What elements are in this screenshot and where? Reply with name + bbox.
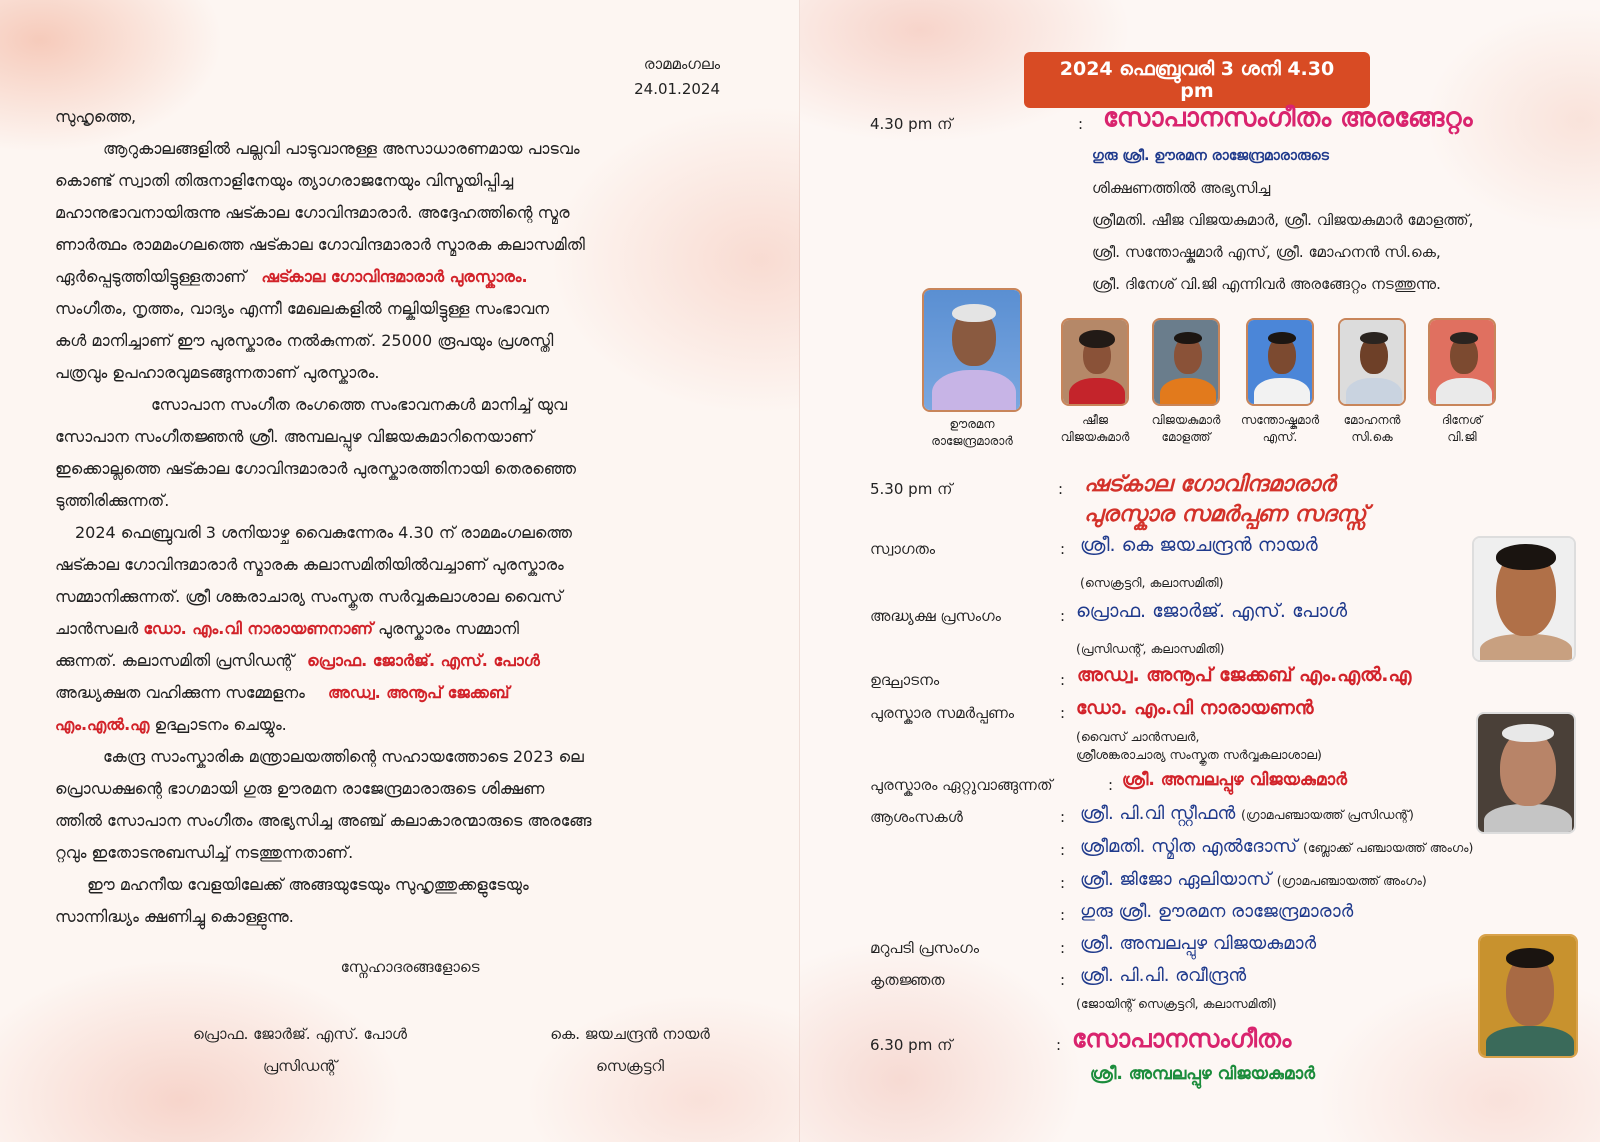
caption-line: മോഹനൻ [1343,413,1401,427]
colon: : [1058,480,1064,498]
presidential-name: പ്രൊഫ. ജോർജ്. എസ്. പോൾ [1076,600,1348,622]
caption-line: രാജേന്ദ്രമാരാർ [931,434,1013,448]
felic-sub: (ഗ്രാമപഞ്ചായത്ത് പ്രസിഡന്റ്) [1241,807,1414,822]
sign-title: പ്രസിഡന്റ് [263,1057,337,1075]
p3-line: സമ്മാനിക്കുന്നത്. ശ്രീ ശങ്കരാചാര്യ സംസ്കൃത സർവ്വകലാശാല വൈസ് [55,587,563,606]
thanks-name: ശ്രീ. പി.പി. രവീന്ദ്രൻ [1080,965,1247,986]
colon: : [1060,671,1066,689]
caption-line: ഷീജ [1082,413,1108,427]
signature-president [140,1018,460,1082]
p3-text: ചാൻസലർ [55,619,139,638]
felic-sub: (ബ്ലോക്ക് പഞ്ചായത്ത് അംഗം) [1302,840,1474,855]
student-photo-sheeja [1061,318,1129,406]
caption-line: മോളത്ത് [1161,430,1211,444]
p2-line: ടുത്തിരിക്കുന്നത്. [55,491,170,510]
row-label: പുരസ്കാരം ഏറ്റുവാങ്ങുന്നത് [870,776,1053,794]
letter-body [55,101,725,933]
p1-line: സംഗീതം, നൃത്തം, വാദ്യം എന്നീ മേഖലകളിൽ നല്കിയിട്ടുള്ള സംഭാവന [55,299,550,318]
row-label: സ്വാഗതം [870,540,936,558]
closing: സ്നേഹാദരങ്ങളോടെ [340,958,480,976]
p3-text: പുരസ്കാരം സമ്മാനി [378,619,519,638]
p3-line [55,677,725,709]
award-name-highlight: ഷട്കാല ഗോവിന്ദമാരാർ പുരസ്കാരം. [261,267,528,286]
s1-time: 4.30 pm ന് [870,115,953,133]
guru-caption [912,416,1032,450]
mla-name-highlight: അഡ്വ. അനൂപ് ജേക്കബ് [327,683,510,702]
row-label: ആശംസകൾ [870,808,963,826]
felic-item [1080,869,1427,890]
p3-text: അദ്ധ്യക്ഷത വഹിക്കുന്ന സമ്മേളനം [55,683,305,702]
student-photo-vijayakumar-molath [1152,318,1220,406]
p3-line: ഷട്കാല ഗോവിന്ദമാരാർ സ്മാരക കലാസമിതിയിൽവച്ചാണ് പുരസ്കാരം [55,555,564,574]
row-label: അദ്ധ്യക്ഷ പ്രസംഗം [870,607,1001,625]
colon: : [1060,906,1066,924]
colon: : [1060,874,1066,892]
s1-title: സോപാനസംഗീതം അരങ്ങേറ്റം [1103,103,1473,133]
student-photo-dinesh [1428,318,1496,406]
s3-title: സോപാനസംഗീതം [1072,1024,1292,1053]
s1-line: ശ്രീ. ദിനേശ് വി.ജി എന്നിവർ അരങ്ങേറ്റം നടത്തുന്നു. [1092,275,1441,293]
reply-name: ശ്രീ. അമ്പലപ്പുഴ വിജയകുമാർ [1080,933,1317,954]
felic-item [1080,803,1414,824]
p4-line: കേന്ദ്ര സാംസ്കാരിക മന്ത്രാലയത്തിന്റെ സഹായത്തോടെ 2023 ലെ [103,747,584,766]
student-photo-santhoshkumar [1246,318,1314,406]
p2-line: സോപാന സംഗീത രംഗത്തെ സംഭാവനകൾ മാനിച്ച് യുവ [151,395,568,414]
caption-line: വിജയകുമാർ [1151,413,1221,427]
s2-title-line: പുരസ്കാര സമർപ്പണ സദസ്സ് [1084,502,1367,527]
row-label: കൃതജ്ഞത [870,971,945,989]
p3-text: ഉദ്ഘാടനം ചെയ്യും. [154,715,287,734]
p1-line: മഹാനുഭാവനായിരുന്നു ഷട്കാല ഗോവിന്ദമാരാർ. അദ്ദേഹത്തിന്റെ സ്മര [55,203,570,222]
p3-line [55,613,725,645]
felic-name: ശ്രീ. ജിജോ ഏലിയാസ് [1080,869,1271,890]
letter-place: രാമമംഗലം [643,55,720,73]
mla-suffix-highlight: എം.എൽ.എ [55,715,150,734]
receiver-name: ശ്രീ. അമ്പലപ്പുഴ വിജയകുമാർ [1122,770,1348,790]
colon: : [1060,704,1066,722]
felic-sub: (ഗ്രാമപഞ്ചായത്ത് അംഗം) [1276,873,1427,888]
colon: : [1060,939,1066,957]
s2-title-line: ഷട്കാല ഗോവിന്ദമാരാർ [1084,472,1336,497]
award-giver-name: ഡോ. എം.വി നാരായണൻ [1076,697,1314,719]
president-name-highlight: പ്രൊഫ. ജോർജ്. എസ്. പോൾ [307,651,540,670]
sign-title: സെക്രട്ടറി [596,1057,664,1075]
colon: : [1060,808,1066,826]
student-caption [1050,412,1140,446]
colon: : [1108,776,1114,794]
presidential-sub: (പ്രസിഡന്റ്, കലാസമിതി) [1076,641,1225,656]
s1-guru: ഗുരു ശ്രീ. ഊരമന രാജേന്ദ്രമാരാരുടെ [1092,148,1329,164]
sub-line: ശ്രീശങ്കരാചാര്യ സംസ്കൃത സർവ്വകലാശാല) [1076,747,1322,762]
p2-line: ഇക്കൊല്ലത്തെ ഷട്കാല ഗോവിന്ദമാരാർ പുരസ്കാരത്തിനായി തെരഞ്ഞെ [55,459,576,478]
colon: : [1060,607,1066,625]
felic-name: ശ്രീമതി. സ്മിത എൽദോസ് [1080,836,1298,857]
p1-line: ആറുകാലങ്ങളിൽ പല്ലവി പാടുവാനുള്ള അസാധാരണമായ പാടവം [103,139,580,158]
p1-line: കൾ മാനിച്ചാണ് ഈ പുരസ്കാരം നൽകുന്നത്. 25000 രൂപയും പ്രശസ്തി [55,331,554,350]
welcome-name: ശ്രീ. കെ ജയചന്ദ്രൻ നായർ [1080,534,1318,556]
student-caption [1141,412,1231,446]
sub-line: (വൈസ് ചാൻസലർ, [1076,729,1200,744]
row-label: പുരസ്കാര സമർപ്പണം [870,704,1015,722]
colon: : [1060,971,1066,989]
row-label: ഉദ്ഘാടനം [870,671,940,689]
felic-name: ശ്രീ. പി.വി സ്റ്റീഫൻ [1080,803,1236,824]
p3-text: ക്കുന്നത്. കലാസമിതി പ്രസിഡന്റ് [55,651,295,670]
letter-date: 24.01.2024 [634,80,720,98]
colon: : [1060,841,1066,859]
caption-line: എസ്. [1262,430,1298,444]
p3-line [55,709,725,741]
p3-line: 2024 ഫെബ്രുവരി 3 ശനിയാഴ്ച വൈകുന്നേരം 4.30 ന് രാമമംഗലത്തെ [75,523,572,542]
sign-name: പ്രൊഫ. ജോർജ്. എസ്. പോൾ [193,1025,407,1043]
p5-line: സാന്നിദ്ധ്യം ക്ഷണിച്ചു കൊള്ളുന്നു. [55,907,294,926]
s2-time: 5.30 pm ന് [870,480,953,498]
salutation: സുഹൃത്തെ, [55,107,137,126]
s1-line: ശ്രീ. സന്തോഷ്കുമാർ എസ്, ശ്രീ. മോഹനൻ സി.കെ, [1092,243,1441,261]
caption-line: വിജയകുമാർ [1060,430,1130,444]
caption-line: സന്തോഷ്കുമാർ [1240,413,1320,427]
p1-text: ഏർപ്പെടുത്തിയിട്ടുള്ളതാണ് [55,267,247,286]
caption-line: സി.കെ [1351,430,1393,444]
speaker-photo-secretary [1472,536,1576,662]
p1-line: പത്രവും ഉപഹാരവുമടങ്ങുന്നതാണ് പുരസ്കാരം. [55,363,380,382]
welcome-sub: (സെക്രട്ടറി, കലാസമിതി) [1080,575,1224,590]
student-caption [1327,412,1417,446]
signature-secretary [490,1018,770,1082]
guru-photo [922,288,1022,412]
felic-item [1080,836,1473,857]
date-badge: 2024 ഫെബ്രുവരി 3 ശനി 4.30 pm [1024,52,1370,108]
student-caption [1417,412,1507,446]
speaker-photo-vc [1476,712,1576,834]
s2-title [1084,470,1366,530]
caption-line: വി.ജി [1447,430,1477,444]
s3-time: 6.30 pm ന് [870,1036,953,1054]
p5-line: ഈ മഹനീയ വേളയിലേക്ക് അങ്ങയുടേയും സുഹൃത്തുക്കളുടേയും [87,875,529,894]
caption-line: ഊരമന [949,417,995,431]
row-label: മറുപടി പ്രസംഗം [870,939,980,957]
caption-line: ദിനേശ് [1441,413,1483,427]
award-giver-sub [1076,728,1322,764]
student-caption [1225,412,1335,446]
p3-line [55,645,725,677]
s3-performer: ശ്രീ. അമ്പലപ്പുഴ വിജയകുമാർ [1090,1064,1316,1084]
s1-line: ശിക്ഷണത്തിൽ അഭ്യസിച്ച [1092,179,1271,197]
colon: : [1060,540,1066,558]
colon: : [1056,1036,1062,1054]
p1-line: ണാർത്ഥം രാമമംഗലത്തെ ഷട്കാല ഗോവിന്ദമാരാർ സ്മാരക കലാസമിതി [55,235,585,254]
colon: : [1078,115,1084,133]
p4-line: പ്രൊഡക്ഷന്റെ ഭാഗമായി ഗുരു ഊരമന രാജേന്ദ്രമാരാരുടെ ശിക്ഷണ [55,779,545,798]
thanks-sub: (ജോയിന്റ് സെക്രട്ടറി, കലാസമിതി) [1076,996,1277,1011]
p4-line: റ്റവും ഇതോടനുബന്ധിച്ച് നടത്തുന്നതാണ്. [55,843,354,862]
s1-participants [1092,172,1473,300]
p1-line: കൊണ്ട് സ്വാതി തിരുനാളിനേയും ത്യാഗരാജനേയും വിസ്മയിപ്പിച്ച [55,171,514,190]
student-photo-mohanan [1338,318,1406,406]
inaug-name: അഡ്വ. അനൂപ് ജേക്കബ് എം.എൽ.എ [1077,664,1412,686]
program-page [800,0,1600,1142]
p1-line [55,261,725,293]
speaker-photo-awardee [1478,934,1578,1058]
vc-name-highlight: ഡോ. എം.വി നാരായണനാണ് [143,619,374,638]
p2-line: സോപാന സംഗീതജ്ഞൻ ശ്രീ. അമ്പലപ്പുഴ വിജയകുമാറിനെയാണ് [55,427,534,446]
sign-name: കെ. ജയചന്ദ്രൻ നായർ [550,1025,710,1043]
p4-line: ത്തിൽ സോപാന സംഗീതം അഭ്യസിച്ച അഞ്ച് കലാകാരന്മാരുടെ അരങ്ങേ [55,811,592,830]
s1-line: ശ്രീമതി. ഷീജ വിജയകുമാർ, ശ്രീ. വിജയകുമാർ മോളത്ത്, [1092,211,1474,229]
felic-name: ഗുരു ശ്രീ. ഊരമന രാജേന്ദ്രമാരാർ [1080,901,1354,922]
